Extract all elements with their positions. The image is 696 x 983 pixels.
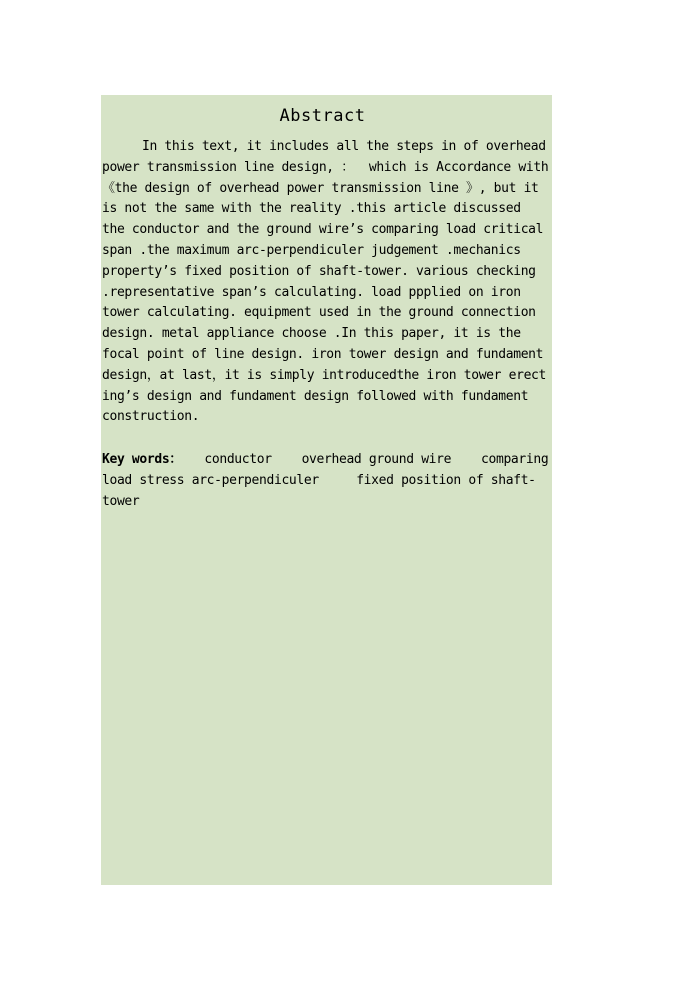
abstract-line: span .the maximum arc-perpendiculer judgement .mechanics: [102, 242, 521, 258]
abstract-line: 《the design of overhead power transmission line 》, but it: [102, 180, 539, 196]
keywords-text: conductor overhead ground wire comparing: [181, 452, 549, 467]
keywords-label: Key words：: [102, 452, 182, 467]
abstract-line: the conductor and the ground wire’s comparing load critical: [102, 222, 544, 238]
keywords-line: tower: [102, 493, 140, 509]
abstract-line: ing’s design and fundament design followed with fundament: [102, 388, 529, 404]
abstract-line: property’s fixed position of shaft-tower. various checking: [102, 263, 536, 279]
abstract-line: design，at last，it is simply introducedthe iron tower erect: [102, 367, 546, 383]
keywords-section: [102, 450, 582, 512]
abstract-line: power transmission line design, ： which is Accordance with: [102, 159, 549, 175]
abstract-line: .representative span’s calculating. load ppplied on iron: [102, 284, 521, 300]
abstract-line: design. metal appliance choose .In this paper, it is the: [102, 326, 521, 342]
abstract-title: Abstract: [279, 106, 366, 126]
abstract-line: tower calculating. equipment used in the ground connection: [102, 305, 536, 321]
keywords-line: [102, 450, 582, 471]
abstract-line: focal point of line design. iron tower design and fundament: [102, 346, 544, 362]
abstract-body: [102, 137, 582, 428]
keywords-line: load stress arc-perpendiculer fixed position of shaft-: [102, 472, 536, 488]
abstract-line: construction.: [102, 409, 200, 425]
abstract-line: is not the same with the reality .this article discussed: [102, 201, 521, 217]
abstract-line: In this text, it includes all the steps in of overhead: [142, 139, 546, 154]
